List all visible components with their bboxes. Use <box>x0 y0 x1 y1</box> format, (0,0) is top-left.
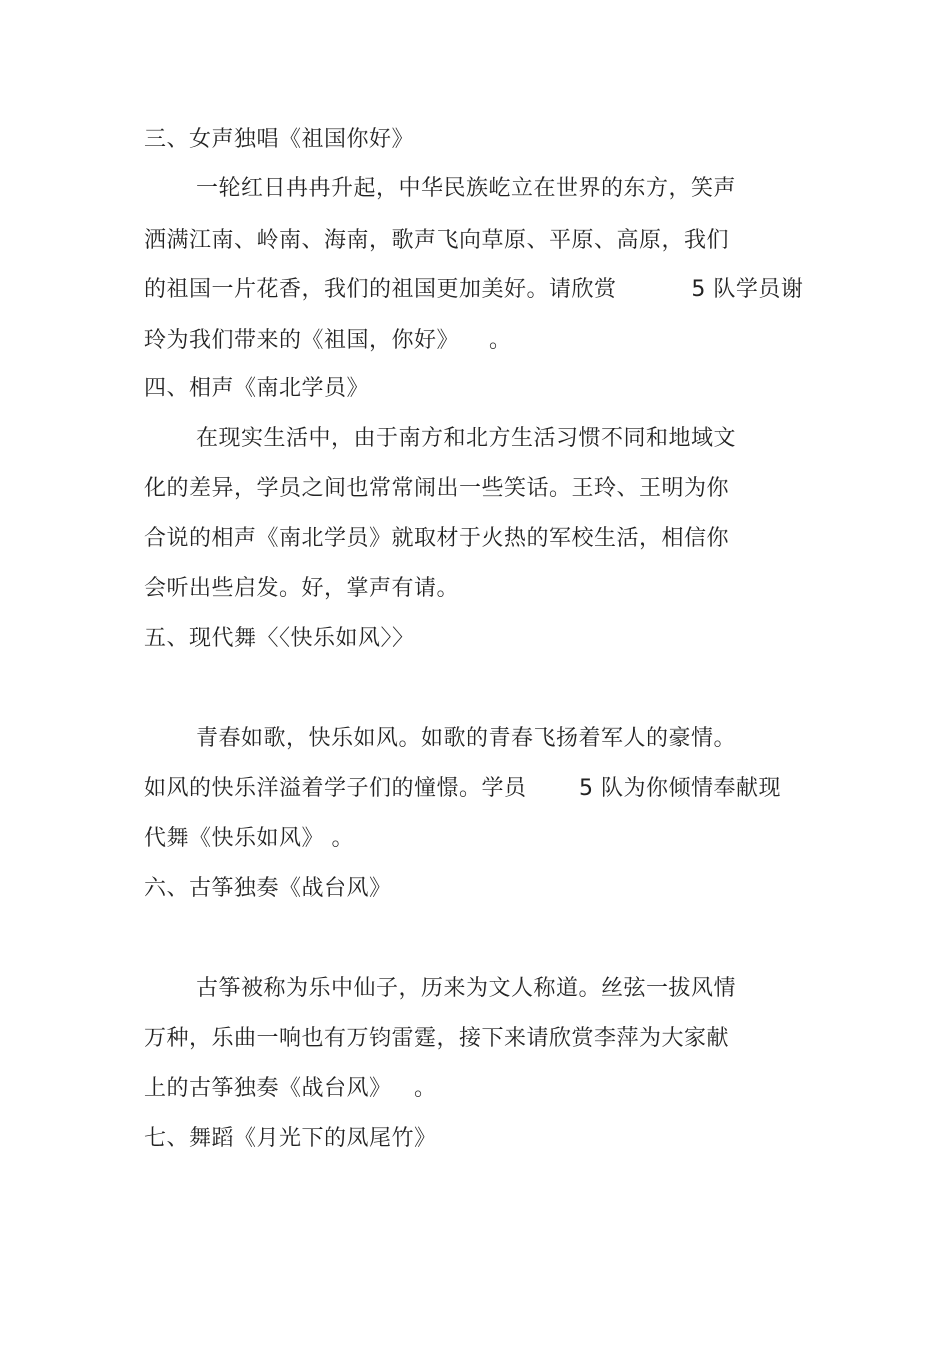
paragraph-line: 一轮红日冉冉升起，中华民族屹立在世界的东方，笑声 <box>196 176 737 201</box>
paragraph-line: 古筝被称为乐中仙子，历来为文人称道。丝弦一拔风情 <box>196 976 737 1001</box>
paragraph-line: 的祖国一片花香，我们的祖国更加美好。请欣赏 5 队学员谢 <box>144 277 804 302</box>
section-heading-5: 五、现代舞〈〈快乐如风〉〉 <box>144 626 415 651</box>
paragraph-line: 合说的相声《南北学员》就取材于火热的军校生活，相信你 <box>144 526 730 551</box>
paragraph-line: 代舞《快乐如风》 。 <box>144 826 354 851</box>
paragraph-line: 洒满江南、岭南、海南，歌声飞向草原、平原、高原，我们 <box>144 228 730 253</box>
section-heading-4: 四、相声《南北学员》 <box>144 376 370 401</box>
paragraph-line: 万种，乐曲一响也有万钧雷霆，接下来请欣赏李萍为大家献 <box>144 1026 730 1051</box>
paragraph-line: 玲为我们带来的《祖国，你好》 。 <box>144 328 512 353</box>
section-heading-7: 七、舞蹈《月光下的凤尾竹》 <box>144 1126 437 1151</box>
paragraph-line: 青春如歌，快乐如风。如歌的青春飞扬着军人的豪情。 <box>196 726 737 751</box>
paragraph-line: 上的古筝独奏《战台风》 。 <box>144 1076 437 1101</box>
paragraph-line: 如风的快乐洋溢着学子们的憧憬。学员 5 队为你倾情奉献现 <box>144 776 781 801</box>
paragraph-line: 会听出些启发。好，掌声有请。 <box>144 576 460 601</box>
paragraph-line: 在现实生活中，由于南方和北方生活习惯不同和地域文 <box>196 426 737 451</box>
section-heading-6: 六、古筝独奏《战台风》 <box>144 876 392 901</box>
paragraph-line: 化的差异，学员之间也常常闹出一些笑话。王玲、王明为你 <box>144 476 730 501</box>
section-heading-3: 三、女声独唱《祖国你好》 <box>144 127 415 152</box>
